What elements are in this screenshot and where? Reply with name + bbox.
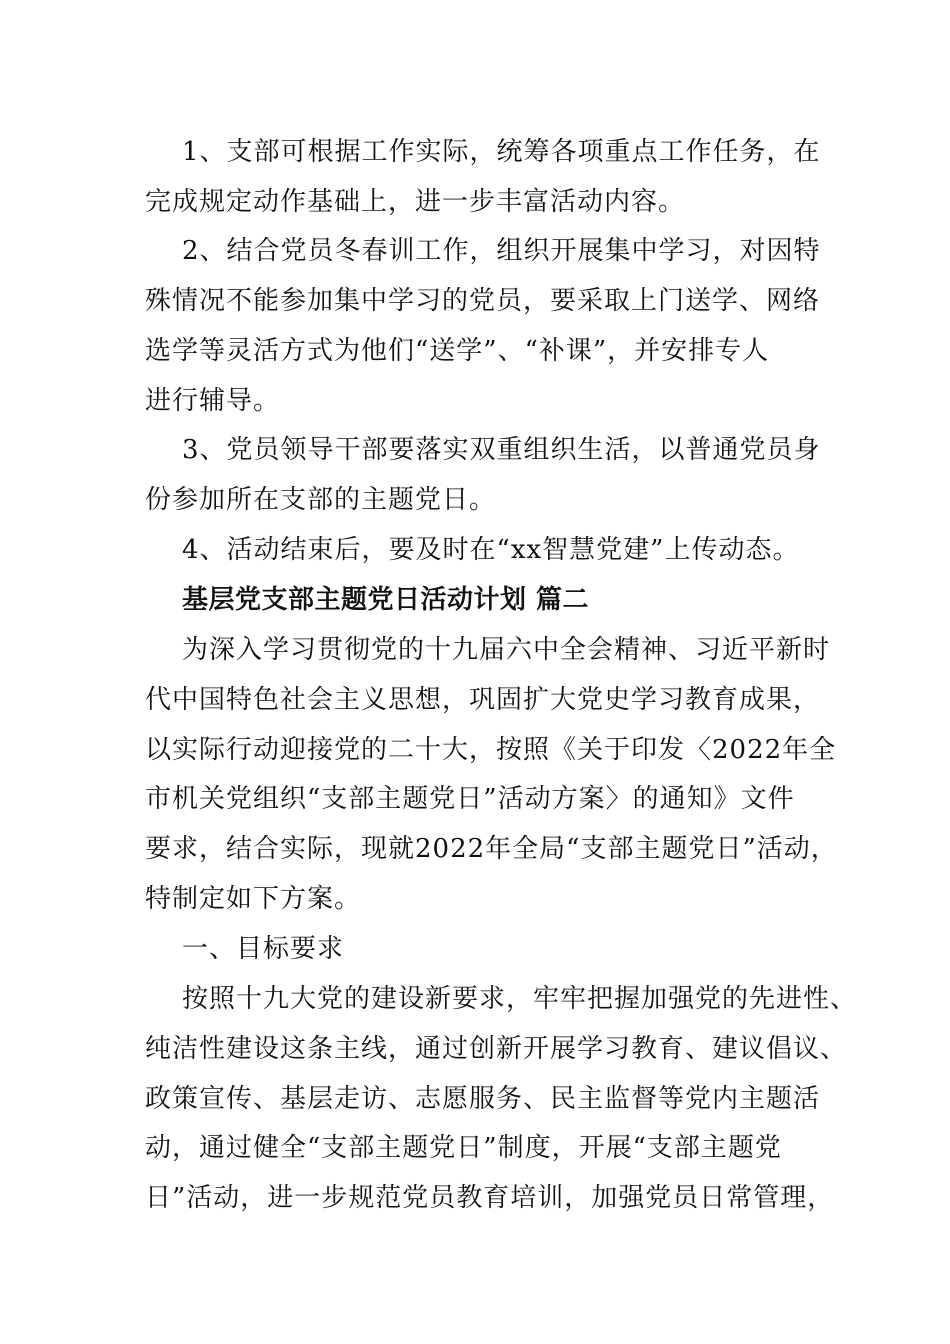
paragraph-line: 代中国特色社会主义思想，巩固扩大党史学习教育成果， bbox=[145, 685, 821, 715]
paragraph-line: 政策宣传、基层走访、志愿服务、民主监督等党内主题活 bbox=[145, 1084, 821, 1114]
paragraph-line: 1、支部可根据工作实际，统筹各项重点工作任务，在 bbox=[182, 137, 821, 167]
paragraph-line: 要求，结合实际，现就2022年全局“支部主题党日”活动， bbox=[145, 834, 838, 864]
paragraph-line: 动，通过健全“支部主题党日”制度，开展“支部主题党 bbox=[145, 1133, 782, 1163]
paragraph-line: 市机关党组织“支部主题党日”活动方案〉的通知》文件 bbox=[145, 784, 795, 814]
paragraph-line: 以实际行动迎接党的二十大，按照《关于印发〈2022年全 bbox=[145, 735, 837, 765]
paragraph-line: 3、党员领导干部要落实双重组织生活，以普通党员身 bbox=[182, 435, 821, 465]
paragraph-line: 日”活动，进一步规范党员教育培训，加强党员日常管理， bbox=[145, 1183, 835, 1213]
paragraph-line: 2、结合党员冬春训工作，组织开展集中学习，对因特 bbox=[182, 236, 821, 266]
paragraph-line: 进行辅导。 bbox=[145, 386, 281, 416]
paragraph-line: 按照十九大党的建设新要求，牢牢把握加强党的先进性、 bbox=[182, 984, 858, 1014]
paragraph-line: 殊情况不能参加集中学习的党员，要采取上门送学、网络 bbox=[145, 286, 821, 316]
subsection-heading: 一、目标要求 bbox=[182, 934, 345, 964]
paragraph-line: 完成规定动作基础上，进一步丰富活动内容。 bbox=[145, 187, 686, 217]
paragraph-line: 纯洁性建设这条主线，通过创新开展学习教育、建议倡议、 bbox=[145, 1034, 848, 1064]
paragraph-line: 4、活动结束后，要及时在“xx智慧党建”上传动态。 bbox=[182, 535, 800, 565]
paragraph-line: 特制定如下方案。 bbox=[145, 884, 362, 914]
section-heading: 基层党支部主题党日活动计划 篇二 bbox=[182, 585, 590, 615]
paragraph-line: 为深入学习贯彻党的十九届六中全会精神、习近平新时 bbox=[182, 635, 831, 665]
paragraph-line: 选学等灵活方式为他们“送学”、“补课”，并安排专人 bbox=[145, 336, 770, 366]
paragraph-line: 份参加所在支部的主题党日。 bbox=[145, 485, 497, 515]
